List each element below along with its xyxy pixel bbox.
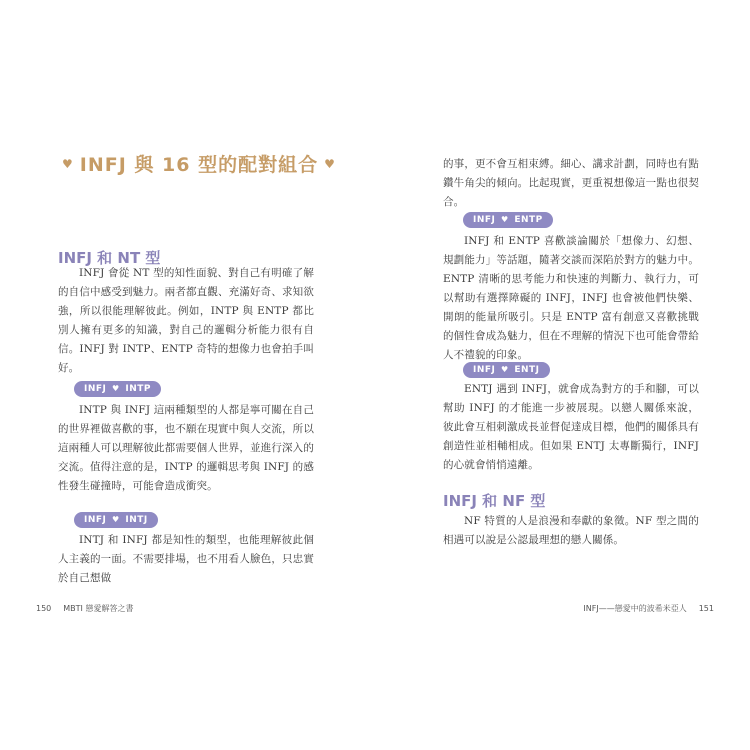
infj-entj-tag	[463, 362, 550, 378]
entj-paragraph: ENTJ 遇到 INFJ，就會成為對方的手和腳，可以幫助 INFJ 的才能進一步被展現。以戀人關係來說，彼此會互相刺激成長並督促達成目標，他們的關係具有創造性並相輔相成。但如果 ENTJ 太專斷獨行，INFJ 的心就會悄悄遠離。	[443, 383, 699, 471]
intj-paragraph: INTJ 和 INFJ 都是知性的類型，也能理解彼此個人主義的一面。不需要排場，也不用看人臉色，只忠實於自己想做	[58, 534, 314, 584]
pill-right-label: ENTJ	[514, 365, 540, 375]
heart-icon: ♥	[112, 515, 120, 524]
intp-paragraph: INTP 與 INFJ 這兩種類型的人都是寧可關在自己的世界裡做喜歡的事，也不願在現實中與人交流，所以這兩種人可以理解彼此都需要個人世界，並進行深入的交流。值得注意的是，INTP 的邏輯思考與 INFJ 的感性發生碰撞時，可能會造成衝突。	[58, 404, 314, 492]
nt-paragraph: INFJ 會從 NT 型的知性面貌、對自己有明確了解的自信中感受到魅力。兩者都直觀、充滿好奇、求知欲強，所以很能理解彼此。例如，INTP 與 ENTP 都比別人擁有更多的知識，對自己的邏輯分析能力很有自信。INFJ 對 INTP、ENTP 奇特的想像力也會拍手叫好。	[58, 267, 314, 374]
entp-paragraph: INFJ 和 ENTP 喜歡談論關於「想像力、幻想、規劃能力」等話題，隨著交談而深陷於對方的魅力中。ENTP 清晰的思考能力和快速的判斷力、執行力，可以幫助有選擇障礙的 INFJ，INFJ 也會被他們快樂、開朗的能量所吸引。只是 ENTP 富有創意又喜歡挑戰的個性會成為魅力，但在不理解的情況下也可能會帶給人不禮貌的印象。	[443, 235, 699, 361]
infj-entp-tag	[463, 212, 553, 228]
section-title-text: INFJ 與 16 型的配對組合	[79, 154, 319, 176]
infj-intj-tag	[74, 512, 158, 528]
pill-right-label: INTJ	[125, 515, 148, 525]
heart-icon: ♥	[112, 384, 120, 393]
section-title	[62, 150, 336, 177]
pill-right-label: INTP	[125, 384, 151, 394]
pill-right-label: ENTP	[514, 215, 543, 225]
pill-left-label: INFJ	[84, 384, 107, 394]
right-page	[375, 0, 750, 750]
chapter-title: INFJ——戀愛中的波希米亞人	[583, 604, 687, 613]
page-number: 150	[36, 604, 52, 613]
infj-intp-tag	[74, 381, 161, 397]
heart-icon: ♥	[324, 157, 336, 171]
left-footer	[36, 603, 133, 614]
heart-icon: ♥	[62, 157, 74, 171]
pill-left-label: INFJ	[473, 365, 496, 375]
pill-left-label: INFJ	[473, 215, 496, 225]
nf-paragraph: NF 特質的人是浪漫和奉獻的象徵。NF 型之間的相遇可以說是公認最理想的戀人關係。	[443, 515, 699, 546]
heart-icon: ♥	[501, 215, 509, 224]
right-footer	[583, 603, 714, 614]
nt-heading: INFJ 和 NT 型	[58, 249, 161, 267]
page-number: 151	[698, 604, 714, 613]
intj-paragraph-continued: 的事，更不會互相束縛。細心、講求計劃，同時也有點鑽牛角尖的傾向。比起現實，更重視想像這一點也很契合。	[443, 158, 699, 208]
heart-icon: ♥	[501, 365, 509, 374]
book-title: MBTI 戀愛解答之書	[63, 604, 134, 613]
nf-heading: INFJ 和 NF 型	[443, 492, 546, 510]
pill-left-label: INFJ	[84, 515, 107, 525]
